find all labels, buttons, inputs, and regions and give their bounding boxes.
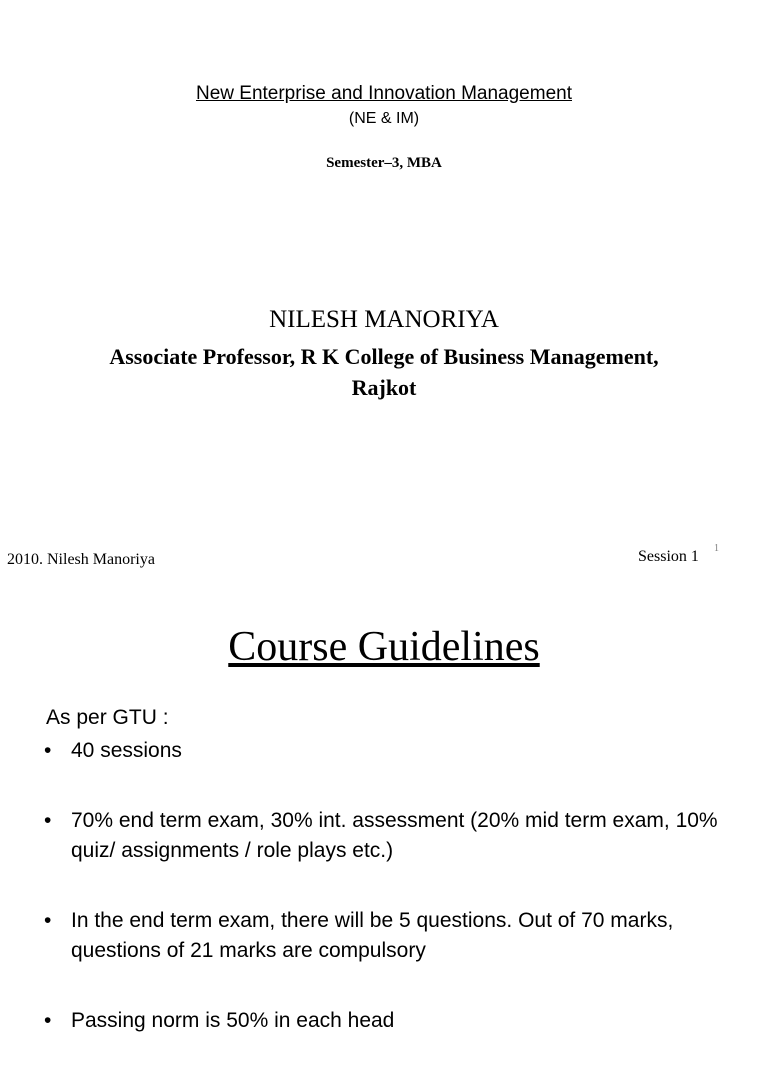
course-abbreviation: (NE & IM) bbox=[348, 110, 420, 127]
list-item bbox=[44, 736, 744, 766]
bullet-icon: • bbox=[44, 809, 52, 832]
list-item bbox=[44, 906, 744, 966]
footer-copyright: 2010. Nilesh Manoriya bbox=[7, 551, 155, 568]
guidelines-list bbox=[44, 736, 744, 1076]
course-title: New Enterprise and Innovation Management bbox=[195, 83, 572, 104]
author-affiliation bbox=[40, 341, 728, 403]
guidelines-slide bbox=[0, 590, 768, 1032]
bullet-text: Passing norm is 50% in each head bbox=[71, 1009, 395, 1032]
page-number: 1 bbox=[714, 543, 719, 554]
bullet-icon: • bbox=[44, 739, 52, 762]
bullet-icon: • bbox=[44, 909, 52, 932]
bullet-text: In the end term exam, there will be 5 questions. Out of 70 marks, questions of 21 marks are compulsory bbox=[71, 909, 674, 962]
bullet-text: 40 sessions bbox=[71, 739, 182, 762]
footer-session: Session 1 bbox=[638, 548, 699, 565]
bullet-text: 70% end term exam, 30% int. assessment (20% mid term exam, 10% quiz/ assignments / role plays etc.) bbox=[71, 809, 718, 862]
bullet-icon: • bbox=[44, 1009, 52, 1032]
author-name: NILESH MANORIYA bbox=[269, 306, 499, 333]
intro-text: As per GTU : bbox=[46, 706, 169, 729]
list-item bbox=[44, 1006, 744, 1036]
semester-label: Semester–3, MBA bbox=[326, 155, 442, 171]
affiliation-line-1: Associate Professor, R K College of Business Management, bbox=[109, 344, 659, 369]
slide-title: Course Guidelines bbox=[228, 624, 540, 670]
list-item bbox=[44, 806, 744, 866]
affiliation-line-2: Rajkot bbox=[351, 375, 417, 400]
